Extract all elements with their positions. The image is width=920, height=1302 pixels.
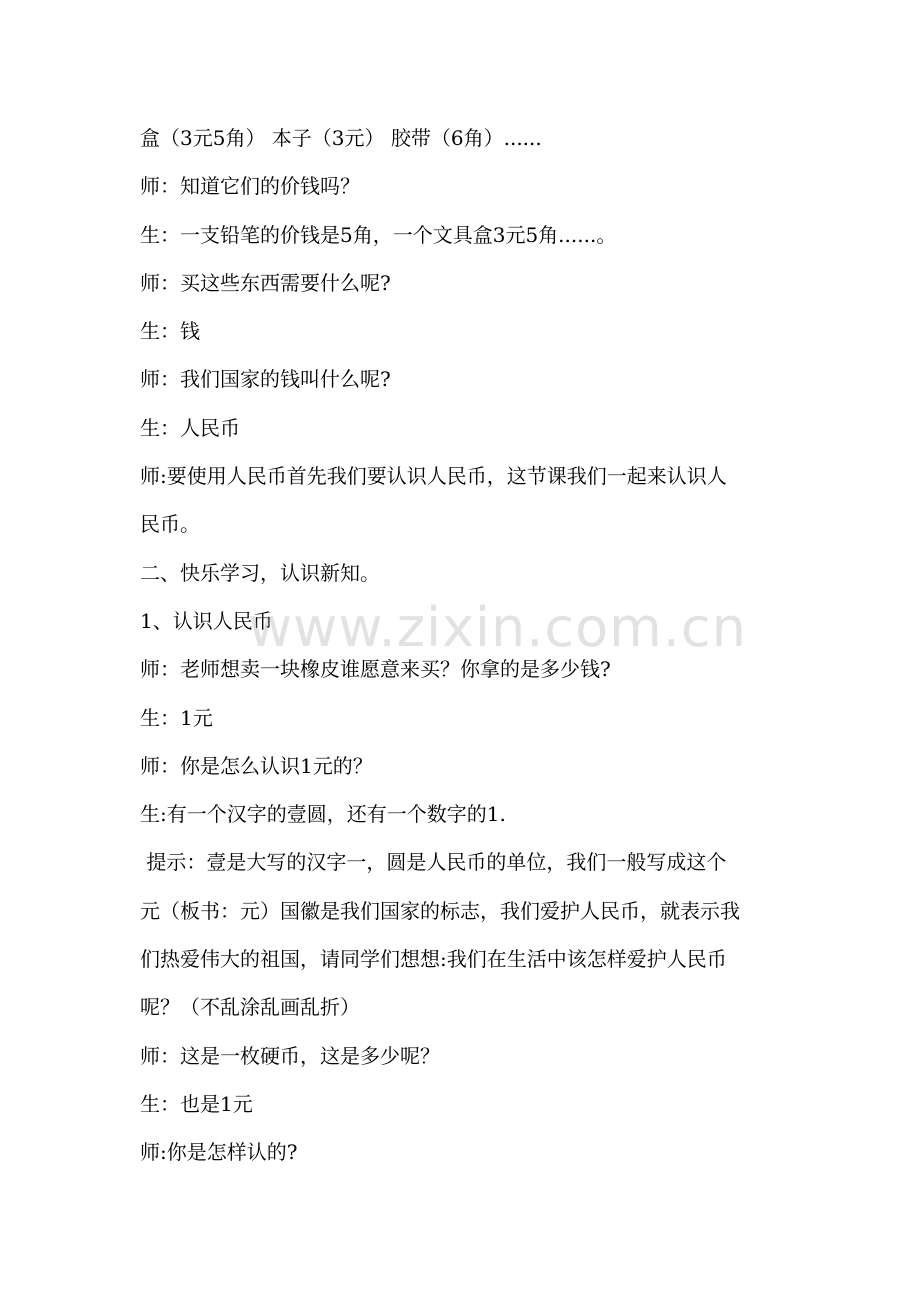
text-line: 师:要使用人民币首先我们要认识人民币，这节课我们一起来认识人 <box>140 464 727 489</box>
text-line: 生：人民币 <box>140 415 240 440</box>
text-line: 师：老师想卖一块橡皮谁愿意来买？你拿的是多少钱? <box>140 657 611 682</box>
text-line: 生：钱 <box>140 319 200 344</box>
subsection-heading: 1、认识人民币 <box>140 608 273 633</box>
watermark: www.zixin.com.cn <box>248 596 747 659</box>
text-line: 师:你是怎样认的? <box>140 1140 298 1165</box>
text-line: 生：一支铅笔的价钱是5角，一个文具盒3元5角......。 <box>140 222 617 247</box>
text-line: 盒（3元5角） 本子（3元） 胶带（6角）...... <box>140 126 542 150</box>
hint-line: 提示：壹是大写的汉字一，圆是人民币的单位，我们一般写成这个 <box>140 850 727 875</box>
text-line: 师：你是怎么认识1元的？ <box>140 753 373 778</box>
text-line: 师：这是一枚硬币，这是多少呢？ <box>140 1043 440 1068</box>
text-line: 师：买这些东西需要什么呢? <box>140 270 391 295</box>
text-line: 民币。 <box>140 512 200 537</box>
section-heading: 二、快乐学习，认识新知。 <box>140 560 380 585</box>
hint-line: 元（板书：元）国徽是我们国家的标志，我们爱护人民币，就表示我 <box>140 898 740 923</box>
hint-line: 呢？（不乱涂乱画乱折） <box>140 995 360 1020</box>
text-line: 生：也是1元 <box>140 1091 253 1116</box>
text-line: 师：知道它们的价钱吗？ <box>140 174 360 199</box>
hint-line: 们热爱伟大的祖国，请同学们想想:我们在生活中该怎样爱护人民币 <box>140 947 727 972</box>
text-line: 生：1元 <box>140 705 213 730</box>
text-line: 师：我们国家的钱叫什么呢? <box>140 367 391 392</box>
text-line: 生:有一个汉字的壹圆，还有一个数字的1. <box>140 802 506 827</box>
